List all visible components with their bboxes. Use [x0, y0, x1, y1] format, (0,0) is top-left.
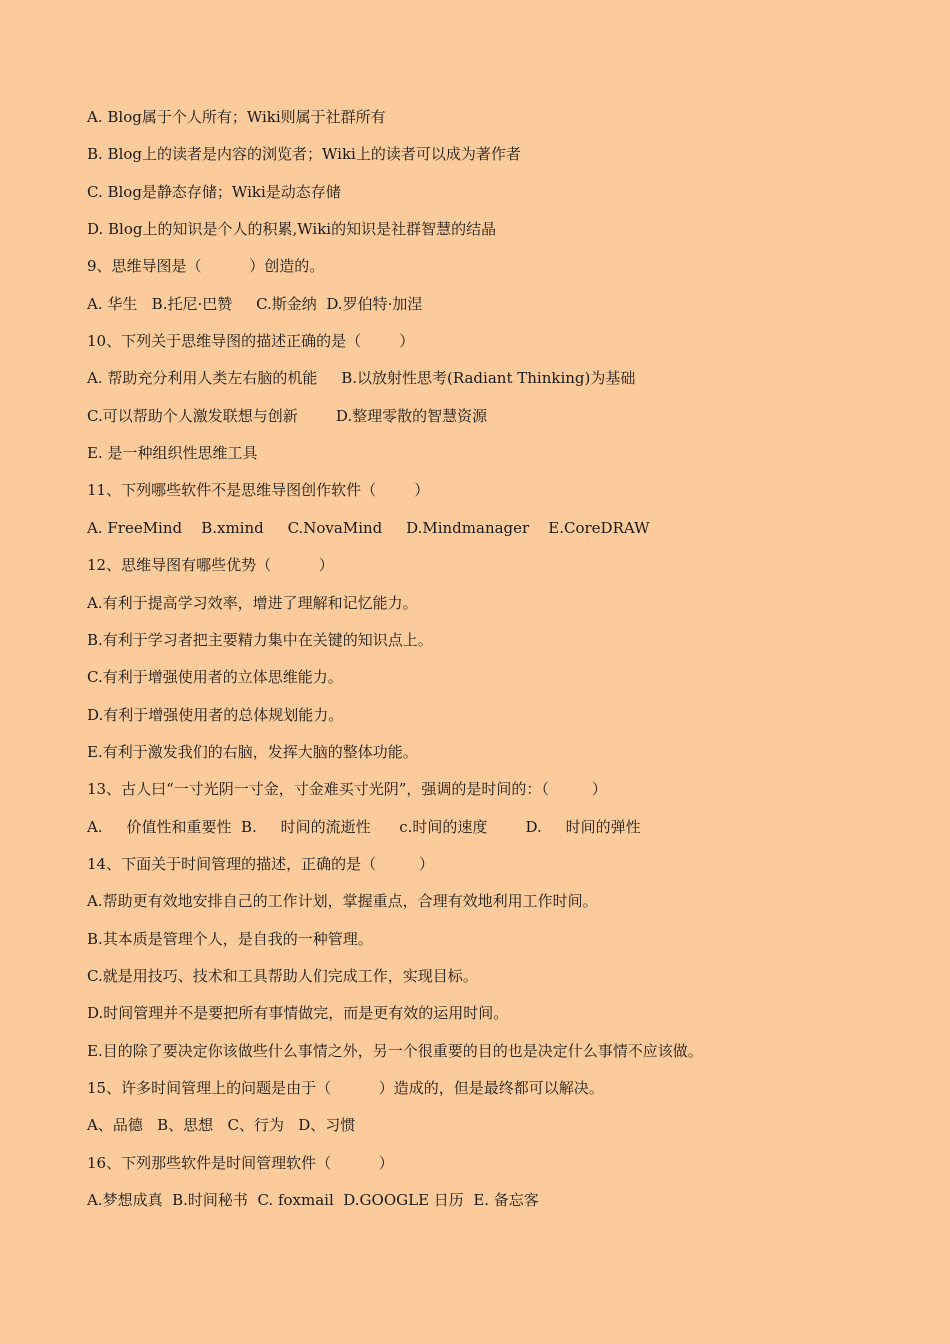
- option-line: B.其本质是管理个人，是自我的一种管理。: [87, 930, 373, 948]
- question-9: 9、思维导图是（ ）创造的。: [87, 257, 325, 275]
- question-13: 13、古人曰“一寸光阴一寸金，寸金难买寸光阴”，强调的是时间的：（ ）: [87, 780, 607, 798]
- question-12: 12、思维导图有哪些优势（ ）: [87, 556, 334, 574]
- option-line: C.有利于增强使用者的立体思维能力。: [87, 668, 343, 686]
- option-line: A.有利于提高学习效率，增进了理解和记忆能力。: [87, 594, 418, 612]
- option-line: A. 价值性和重要性 B. 时间的流逝性 c.时间的速度 D. 时间的弹性: [87, 818, 641, 836]
- option-line: A.帮助更有效地安排自己的工作计划，掌握重点，合理有效地利用工作时间。: [87, 892, 598, 910]
- option-line: C. Blog是静态存储；Wiki是动态存储: [87, 183, 341, 201]
- option-line: A.梦想成真 B.时间秘书 C. foxmail D.GOOGLE 日历 E. 备忘客: [87, 1191, 539, 1209]
- question-16: 16、下列那些软件是时间管理软件（ ）: [87, 1154, 394, 1172]
- question-10: 10、下列关于思维导图的描述正确的是（ ）: [87, 332, 415, 350]
- question-14: 14、下面关于时间管理的描述，正确的是（ ）: [87, 855, 435, 873]
- option-line: B.有利于学习者把主要精力集中在关键的知识点上。: [87, 631, 433, 649]
- option-line: E. 是一种组织性思维工具: [87, 444, 258, 462]
- option-line: E.目的除了要决定你该做些什么事情之外，另一个很重要的目的也是决定什么事情不应该做。: [87, 1042, 703, 1060]
- option-line: A、品德 B、思想 C、行为 D、习惯: [87, 1116, 356, 1134]
- option-line: D.时间管理并不是要把所有事情做完，而是更有效的运用时间。: [87, 1004, 509, 1022]
- option-line: D.有利于增强使用者的总体规划能力。: [87, 706, 344, 724]
- option-line: B. Blog上的读者是内容的浏览者；Wiki上的读者可以成为著作者: [87, 145, 521, 163]
- option-line: D. Blog上的知识是个人的积累,Wiki的知识是社群智慧的结晶: [87, 220, 497, 238]
- option-line: E.有利于激发我们的右脑，发挥大脑的整体功能。: [87, 743, 418, 761]
- option-line: C.就是用技巧、技术和工具帮助人们完成工作，实现目标。: [87, 967, 478, 985]
- question-11: 11、下列哪些软件不是思维导图创作软件（ ）: [87, 481, 430, 499]
- option-line: A. 帮助充分利用人类左右脑的机能 B.以放射性思考(Radiant Thinking)为基础: [87, 369, 636, 387]
- option-line: A. FreeMind B.xmind C.NovaMind D.Mindmanager E.CoreDRAW: [87, 519, 650, 537]
- option-line: C.可以帮助个人激发联想与创新 D.整理零散的智慧资源: [87, 407, 488, 425]
- option-line: A. 华生 B.托尼·巴赞 C.斯金纳 D.罗伯特·加涅: [87, 295, 423, 313]
- option-line: A. Blog属于个人所有；Wiki则属于社群所有: [87, 108, 386, 126]
- question-15: 15、许多时间管理上的问题是由于（ ）造成的，但是最终都可以解决。: [87, 1079, 604, 1097]
